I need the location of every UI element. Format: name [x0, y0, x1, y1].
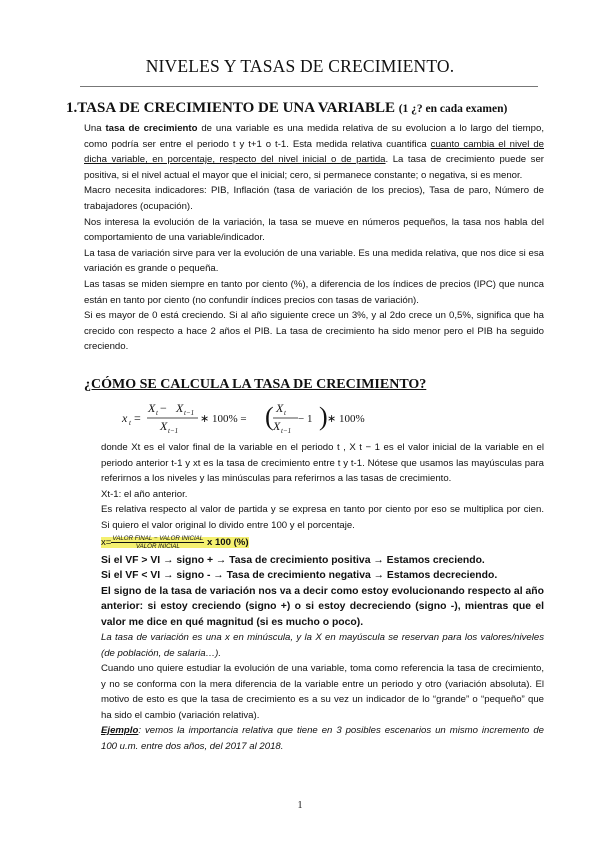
paragraph-purpose: La tasa de variación sirve para ver la evolución de una variable. Es una medida relativa, que nos dice si esa variación es grande o pequeña.	[84, 247, 544, 275]
formula-num-a: X	[148, 401, 156, 415]
formula-end: ∗ 100%	[327, 413, 365, 425]
ejemplo-text: : vemos la importancia relativa que tiene en 3 posibles escenarios un mismo incremento de 100 u.m. entre dos años, del 2017 al 2018.	[101, 725, 544, 752]
p1-term: tasa de crecimiento	[105, 123, 198, 134]
paragraph-ejemplo	[101, 723, 544, 754]
formula-paren-num-sub: t	[284, 409, 286, 417]
formula-paren-num: X	[276, 401, 284, 415]
formula-lhs-sub: t	[129, 419, 131, 427]
p1-a: Una	[84, 123, 106, 134]
paragraph-example: Si es mayor de 0 está creciendo. Si al año siguiente crece un 3%, y al 2do crece un 0,5%, significa que ha crecido con respecto a hace 2 años el PIB. La tasa de crecimiento ha sido menor pero el PIB ha seguido creciendo.	[84, 310, 544, 353]
formula-paren-minus: − 1	[298, 413, 313, 425]
formula-paren-den-sub: t−1	[281, 427, 292, 435]
paragraph-where: donde Xt es el valor final de la variable en el periodo t , X t − 1 es el valor inicial de la variable en el periodo anterior t-1 y xt es la tasa de crecimiento entre t y t-1. Nótese que usamos las mayúsculas para referirnos a los niveles y las minúsculas para referirnos a las tasas de crecimiento.	[101, 442, 544, 484]
formula-num-b: X	[176, 401, 184, 415]
simple-formula-tail: x 100 (%)	[206, 537, 249, 549]
title-divider	[80, 86, 538, 87]
formula-minus: −	[160, 401, 167, 415]
paragraph-interest: Nos interesa la evolución de la variación, la tasa se mueve en números pequeños, la tasa nos habla del comportamiento de una variable/indicador.	[84, 216, 544, 244]
paragraph-definition	[84, 121, 544, 183]
p1-e: . La tasa de crecimiento puede ser positiva, si el nivel actual el mayor que el inicial; cero, si permanece constante; o negativa, si es menor.	[84, 154, 544, 181]
simple-formula-highlight	[101, 537, 249, 548]
paragraph-notation: La tasa de variación es una x en minúscula, y la X en mayúscula se reservan para los valores/niveles (de población, de salaria…).	[101, 632, 544, 659]
section-number: 1.	[66, 100, 78, 116]
section-2-body	[101, 440, 544, 754]
section-note: (1 ¿? en cada examen)	[398, 103, 508, 115]
rule-negative: Si el VF < VI → signo - → Tasa de crecimiento negativa → Estamos decreciendo.	[101, 570, 498, 582]
svg-text:=: =	[134, 411, 141, 425]
page-title: NIVELES Y TASAS DE CRECIMIENTO.	[145, 56, 455, 76]
simple-formula-den: VALOR INICIAL	[135, 543, 180, 550]
formula-paren-den: X	[273, 419, 281, 433]
formula-times100: ∗ 100% =	[200, 413, 247, 425]
paragraph-sign: El signo de la tasa de variación nos va a decir como estoy evolucionando respecto al año anterior: si estoy creciendo (signo +) o si estoy decreciendo (signo -), mientras que el valor me dice en qué magnitud (si es mucho o poco).	[101, 585, 544, 628]
formula-den: X	[160, 419, 168, 433]
simple-formula-num: VALOR FINAL − VALOR INICIAL	[112, 535, 204, 542]
section-title: TASA DE CRECIMIENTO DE UNA VARIABLE	[77, 100, 395, 116]
simple-formula-fraction	[111, 535, 204, 550]
section-2-heading: ¿CÓMO SE CALCULA LA TASA DE CRECIMIENTO?	[84, 377, 427, 392]
formula-num-a-sub: t	[156, 409, 158, 417]
page-number: 1	[297, 800, 303, 811]
simple-formula	[101, 535, 544, 551]
p1-underlined: cuanto cambia el nivel de dicha variable, en porcentaje, respecto del nivel inicial o de partida	[84, 138, 544, 166]
formula-num-b-sub: t−1	[184, 409, 195, 417]
rule-positive: Si el VF > VI → signo + → Tasa de crecimiento positiva → Estamos creciendo.	[101, 554, 485, 566]
svg-text:(: (	[265, 402, 274, 431]
paragraph-previous-year: Xt-1: el año anterior.	[101, 488, 188, 500]
ejemplo-label: Ejemplo	[101, 725, 139, 737]
formula-den-sub: t−1	[168, 427, 179, 435]
paragraph-indicators: Macro necesita indicadores: PIB, Inflación (tasa de variación de los precios), Tasa de paro, Número de trabajadores (ocupación).	[84, 185, 544, 212]
simple-formula-lhs: x=	[101, 537, 112, 549]
p1-c: de una variable es una medida relativa de su evolucion a lo largo del tiempo, como podría ser entre el periodo t y t+1 o t-1. Esta medida relativa cuantifica	[84, 123, 544, 150]
paragraph-evolution: Cuando uno quiere estudiar la evolución de una variable, toma como referencia la tasa de crecimiento, y no se conforma con la mera diferencia de la variable entre un periodo y otro (variación absoluta). El motivo de esto es que la tasa de crecimiento es a su vez un indicador de lo “grande” o “pequeño” que ha sido el cambio (variación relativa).	[101, 663, 544, 721]
svg-text:): )	[319, 402, 328, 431]
section-1-body	[84, 121, 544, 355]
paragraph-percent: Las tasas se miden siempre en tanto por ciento (%), a diferencia de los índices de precios (IPC) que nunca están en tanto por ciento (no confundir índices precios con tasas de variación).	[84, 278, 544, 306]
formula-lhs: x	[122, 411, 128, 425]
section-1-heading	[66, 100, 507, 117]
paragraph-relative: Es relativa respecto al valor de partida y se expresa en tanto por ciento por eso se multiplica por cien. Si quiero el valor original lo divido entre 100 y el porcentaje.	[101, 504, 544, 531]
growth-rate-formula	[120, 398, 380, 438]
